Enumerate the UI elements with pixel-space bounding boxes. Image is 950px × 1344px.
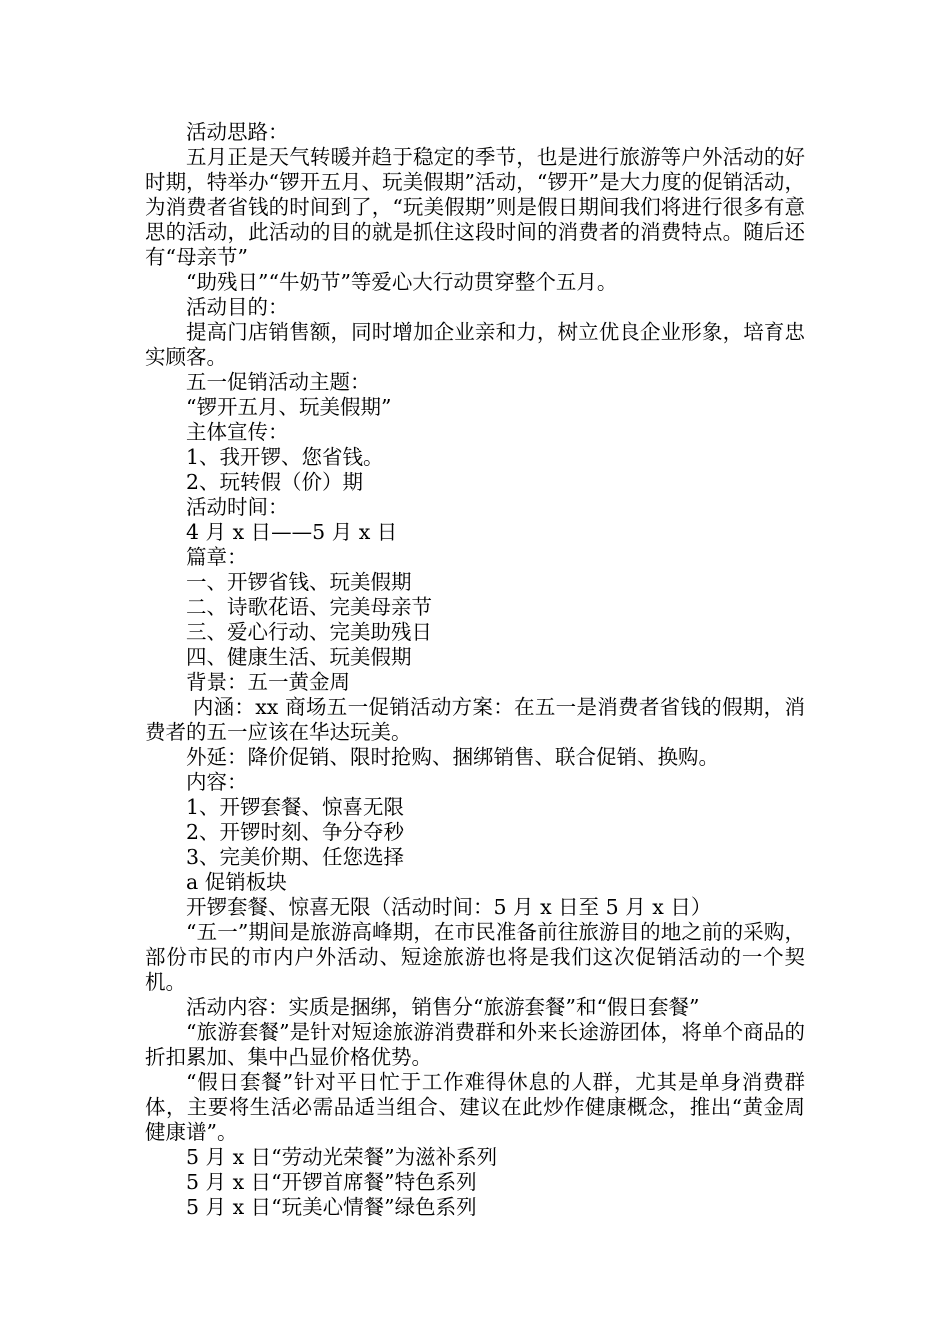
document-page bbox=[145, 120, 805, 1220]
paragraph: a 促销板块 bbox=[186, 870, 287, 894]
paragraph: 活动内容：实质是捆绑，销售分“旅游套餐”和“假日套餐” bbox=[186, 995, 700, 1019]
paragraph: 三、爱心行动、完美助残日 bbox=[186, 620, 432, 644]
paragraph: 内涵：xx 商场五一促销活动方案：在五一是消费者省钱的假期，消费者的五一应该在华达玩美。 bbox=[145, 695, 805, 744]
paragraph: 主体宣传： bbox=[186, 420, 289, 444]
paragraph: 五月正是天气转暖并趋于稳定的季节，也是进行旅游等户外活动的好时期，特举办“锣开五月、玩美假期”活动，“锣开”是大力度的促销活动，为消费者省钱的时间到了，“玩美假期”则是假日期间我们将进行很多有意思的活动，此活动的目的就是抓住这段时间的消费者的消费特点。随后还有“母亲节” bbox=[145, 145, 805, 269]
paragraph: 一、开锣省钱、玩美假期 bbox=[186, 570, 412, 594]
paragraph: 2、开锣时刻、争分夺秒 bbox=[186, 820, 405, 844]
paragraph: 五一促销活动主题： bbox=[186, 370, 371, 394]
paragraph: 5 月 x 日“劳动光荣餐”为滋补系列 bbox=[186, 1145, 498, 1169]
paragraph: “假日套餐”针对平日忙于工作难得休息的人群，尤其是单身消费群体，主要将生活必需品适当组合、建议在此炒作健康概念，推出“黄金周健康谱”。 bbox=[145, 1070, 805, 1144]
paragraph: 4 月 x 日——5 月 x 日 bbox=[186, 520, 398, 544]
paragraph: 活动时间： bbox=[186, 495, 289, 519]
paragraph: 5 月 x 日“开锣首席餐”特色系列 bbox=[186, 1170, 477, 1194]
paragraph: “五一”期间是旅游高峰期，在市民准备前往旅游目的地之前的采购，部份市民的市内户外活动、短途旅游也将是我们这次促销活动的一个契机。 bbox=[145, 920, 805, 994]
paragraph: 二、诗歌花语、完美母亲节 bbox=[186, 595, 432, 619]
paragraph: 内容： bbox=[186, 770, 248, 794]
paragraph: 活动思路： bbox=[186, 120, 289, 144]
paragraph: 1、开锣套餐、惊喜无限 bbox=[186, 795, 405, 819]
paragraph: “助残日”“牛奶节”等爱心大行动贯穿整个五月。 bbox=[186, 270, 618, 294]
paragraph: 四、健康生活、玩美假期 bbox=[186, 645, 412, 669]
paragraph: “锣开五月、玩美假期” bbox=[186, 395, 392, 419]
paragraph: 活动目的： bbox=[186, 295, 289, 319]
paragraph: 2、玩转假（价）期 bbox=[186, 470, 364, 494]
paragraph: 篇章： bbox=[186, 545, 248, 569]
paragraph: 背景：五一黄金周 bbox=[186, 670, 350, 694]
paragraph: 5 月 x 日“玩美心情餐”绿色系列 bbox=[186, 1195, 477, 1219]
paragraph: 1、我开锣、您省钱。 bbox=[186, 445, 384, 469]
paragraph: “旅游套餐”是针对短途旅游消费群和外来长途游团体，将单个商品的折扣累加、集中凸显价格优势。 bbox=[145, 1020, 805, 1069]
paragraph: 外延：降价促销、限时抢购、捆绑销售、联合促销、换购。 bbox=[186, 745, 719, 769]
paragraph: 开锣套餐、惊喜无限（活动时间：5 月 x 日至 5 月 x 日） bbox=[186, 895, 712, 919]
paragraph: 提高门店销售额，同时增加企业亲和力，树立优良企业形象，培育忠实顾客。 bbox=[145, 320, 805, 369]
paragraph: 3、完美价期、任您选择 bbox=[186, 845, 405, 869]
